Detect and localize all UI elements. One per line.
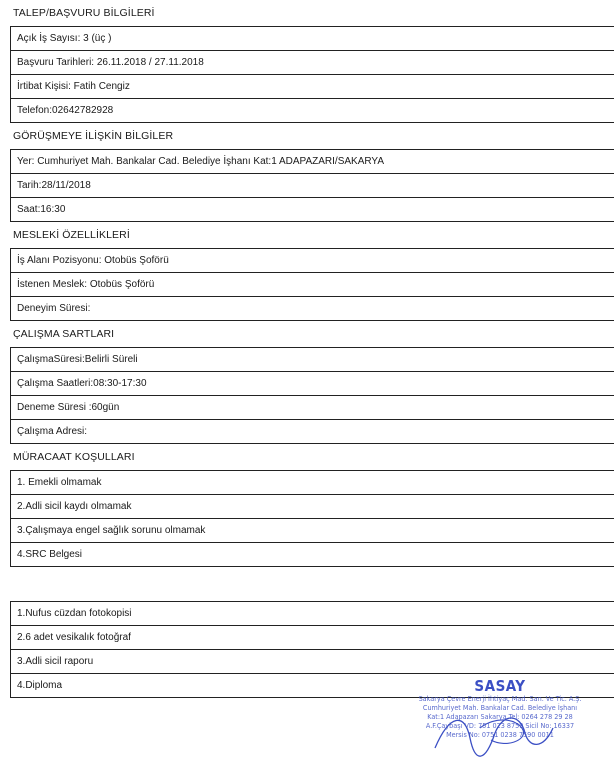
condition-row: 1. Emekli olmamak <box>11 471 614 495</box>
condition-row: 4.SRC Belgesi <box>11 543 614 567</box>
section-box-mesleki <box>10 248 614 321</box>
stamp-line: A.F.Çaybaşı VD: 751 023 8759 Sicil No: 16337 <box>425 721 575 730</box>
condition-row: 2.Adli sicil kaydı olmamak <box>11 495 614 519</box>
experience-row: Deneyim Süresi: <box>11 297 614 321</box>
company-stamp <box>395 678 614 758</box>
section-title-gorusme: GÖRÜŞMEYE İLİŞKİN BİLGİLER <box>13 130 174 142</box>
signature-scribble <box>425 708 575 758</box>
section-box-gorusme <box>10 149 614 222</box>
phone-row: Telefon:02642782928 <box>11 99 614 123</box>
work-address-row: Çalışma Adresi: <box>11 420 614 444</box>
section-title-muracaat: MÜRACAAT KOŞULLARI <box>13 451 135 463</box>
section-box-calisma <box>10 347 614 444</box>
location-row: Yer: Cumhuriyet Mah. Bankalar Cad. Belediye İşhanı Kat:1 ADAPAZARI/SAKARYA <box>11 150 614 174</box>
section-box-muracaat <box>10 470 614 567</box>
job-position-row: İş Alanı Pozisyonu: Otobüs Şoförü <box>11 249 614 273</box>
document-row: 3.Adli sicil raporu <box>11 650 614 674</box>
stamp-line: Cumhuriyet Mah. Bankalar Cad. Belediye İşhanı <box>422 703 578 712</box>
work-hours-row: Çalışma Saatleri:08:30-17:30 <box>11 372 614 396</box>
section-title-mesleki: MESLEKİ ÖZELLİKLERİ <box>13 229 130 241</box>
document-row: 2.6 adet vesikalık fotoğraf <box>11 626 614 650</box>
stamp-line: Kat:1 Adapazarı Sakarya Tel: 0264 278 29 28 <box>427 712 573 721</box>
document-row: 1.Nufus cüzdan fotokopisi <box>11 602 614 626</box>
time-row: Saat:16:30 <box>11 198 614 222</box>
requested-occupation-row: İstenen Meslek: Otobüs Şoförü <box>11 273 614 297</box>
section-title-calisma: ÇALIŞMA SARTLARI <box>13 328 115 340</box>
spacer <box>0 567 614 601</box>
application-dates-row: Başvuru Tarihleri: 26.11.2018 / 27.11.2018 <box>11 51 614 75</box>
work-duration-row: ÇalışmaSüresi:Belirli Süreli <box>11 348 614 372</box>
condition-row: 3.Çalışmaya engel sağlık sorunu olmamak <box>11 519 614 543</box>
stamp-line: Mersis No: 0751 0238 7590 0011 <box>446 730 554 739</box>
section-box-talep <box>10 26 614 123</box>
stamp-logo: SASAY <box>474 677 526 695</box>
date-row: Tarih:28/11/2018 <box>11 174 614 198</box>
document-row: 4.Diploma <box>11 674 614 698</box>
open-positions-row: Açık İş Sayısı: 3 (üç ) <box>11 27 614 51</box>
section-title-talep: TALEP/BAŞVURU BİLGİLERİ <box>13 7 155 19</box>
trial-period-row: Deneme Süresi :60gün <box>11 396 614 420</box>
contact-person-row: İrtibat Kişisi: Fatih Cengiz <box>11 75 614 99</box>
stamp-line: Sakarya Çevre Enerji İhtiyaç Mad. San. Ve Tic. A.Ş. <box>418 694 582 703</box>
